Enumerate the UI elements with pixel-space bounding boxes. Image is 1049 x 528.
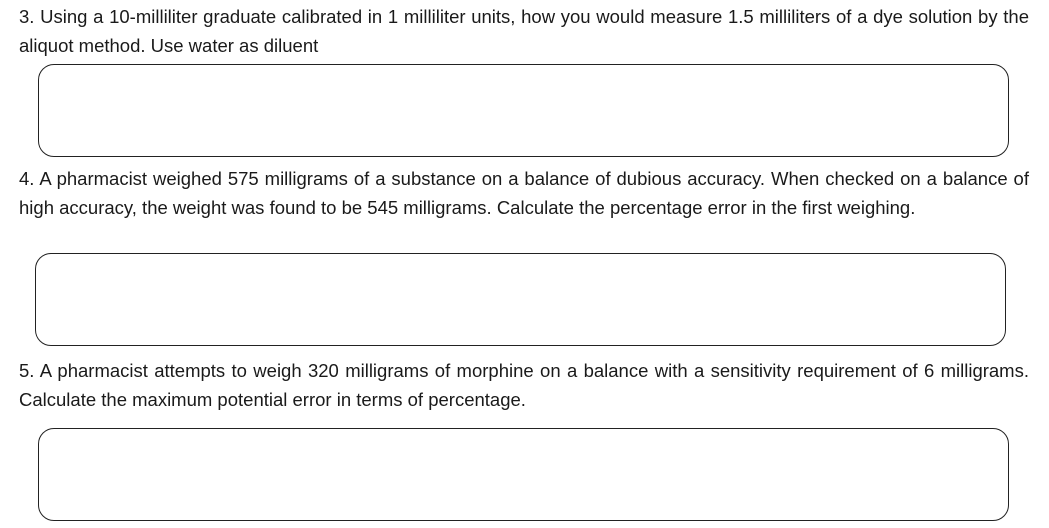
answer-box-5[interactable]: [38, 428, 1009, 521]
question-4-text: 4. A pharmacist weighed 575 milligrams of a substance on a balance of dubious accuracy. When checked on a balance of high accuracy, the weight was found to be 545 milligrams. Calculate the percentage error in the first weighing.: [19, 168, 1029, 218]
answer-box-4[interactable]: [35, 253, 1006, 346]
answer-box-3[interactable]: [38, 64, 1009, 157]
question-3-text: 3. Using a 10-milliliter graduate calibrated in 1 milliliter units, how you would measure 1.5 milliliters of a dye solution by the aliquot method. Use water as diluent: [19, 6, 1029, 56]
question-5-text: 5. A pharmacist attempts to weigh 320 milligrams of morphine on a balance with a sensitivity requirement of 6 milligrams. Calculate the maximum potential error in terms of percentage.: [19, 360, 1029, 410]
